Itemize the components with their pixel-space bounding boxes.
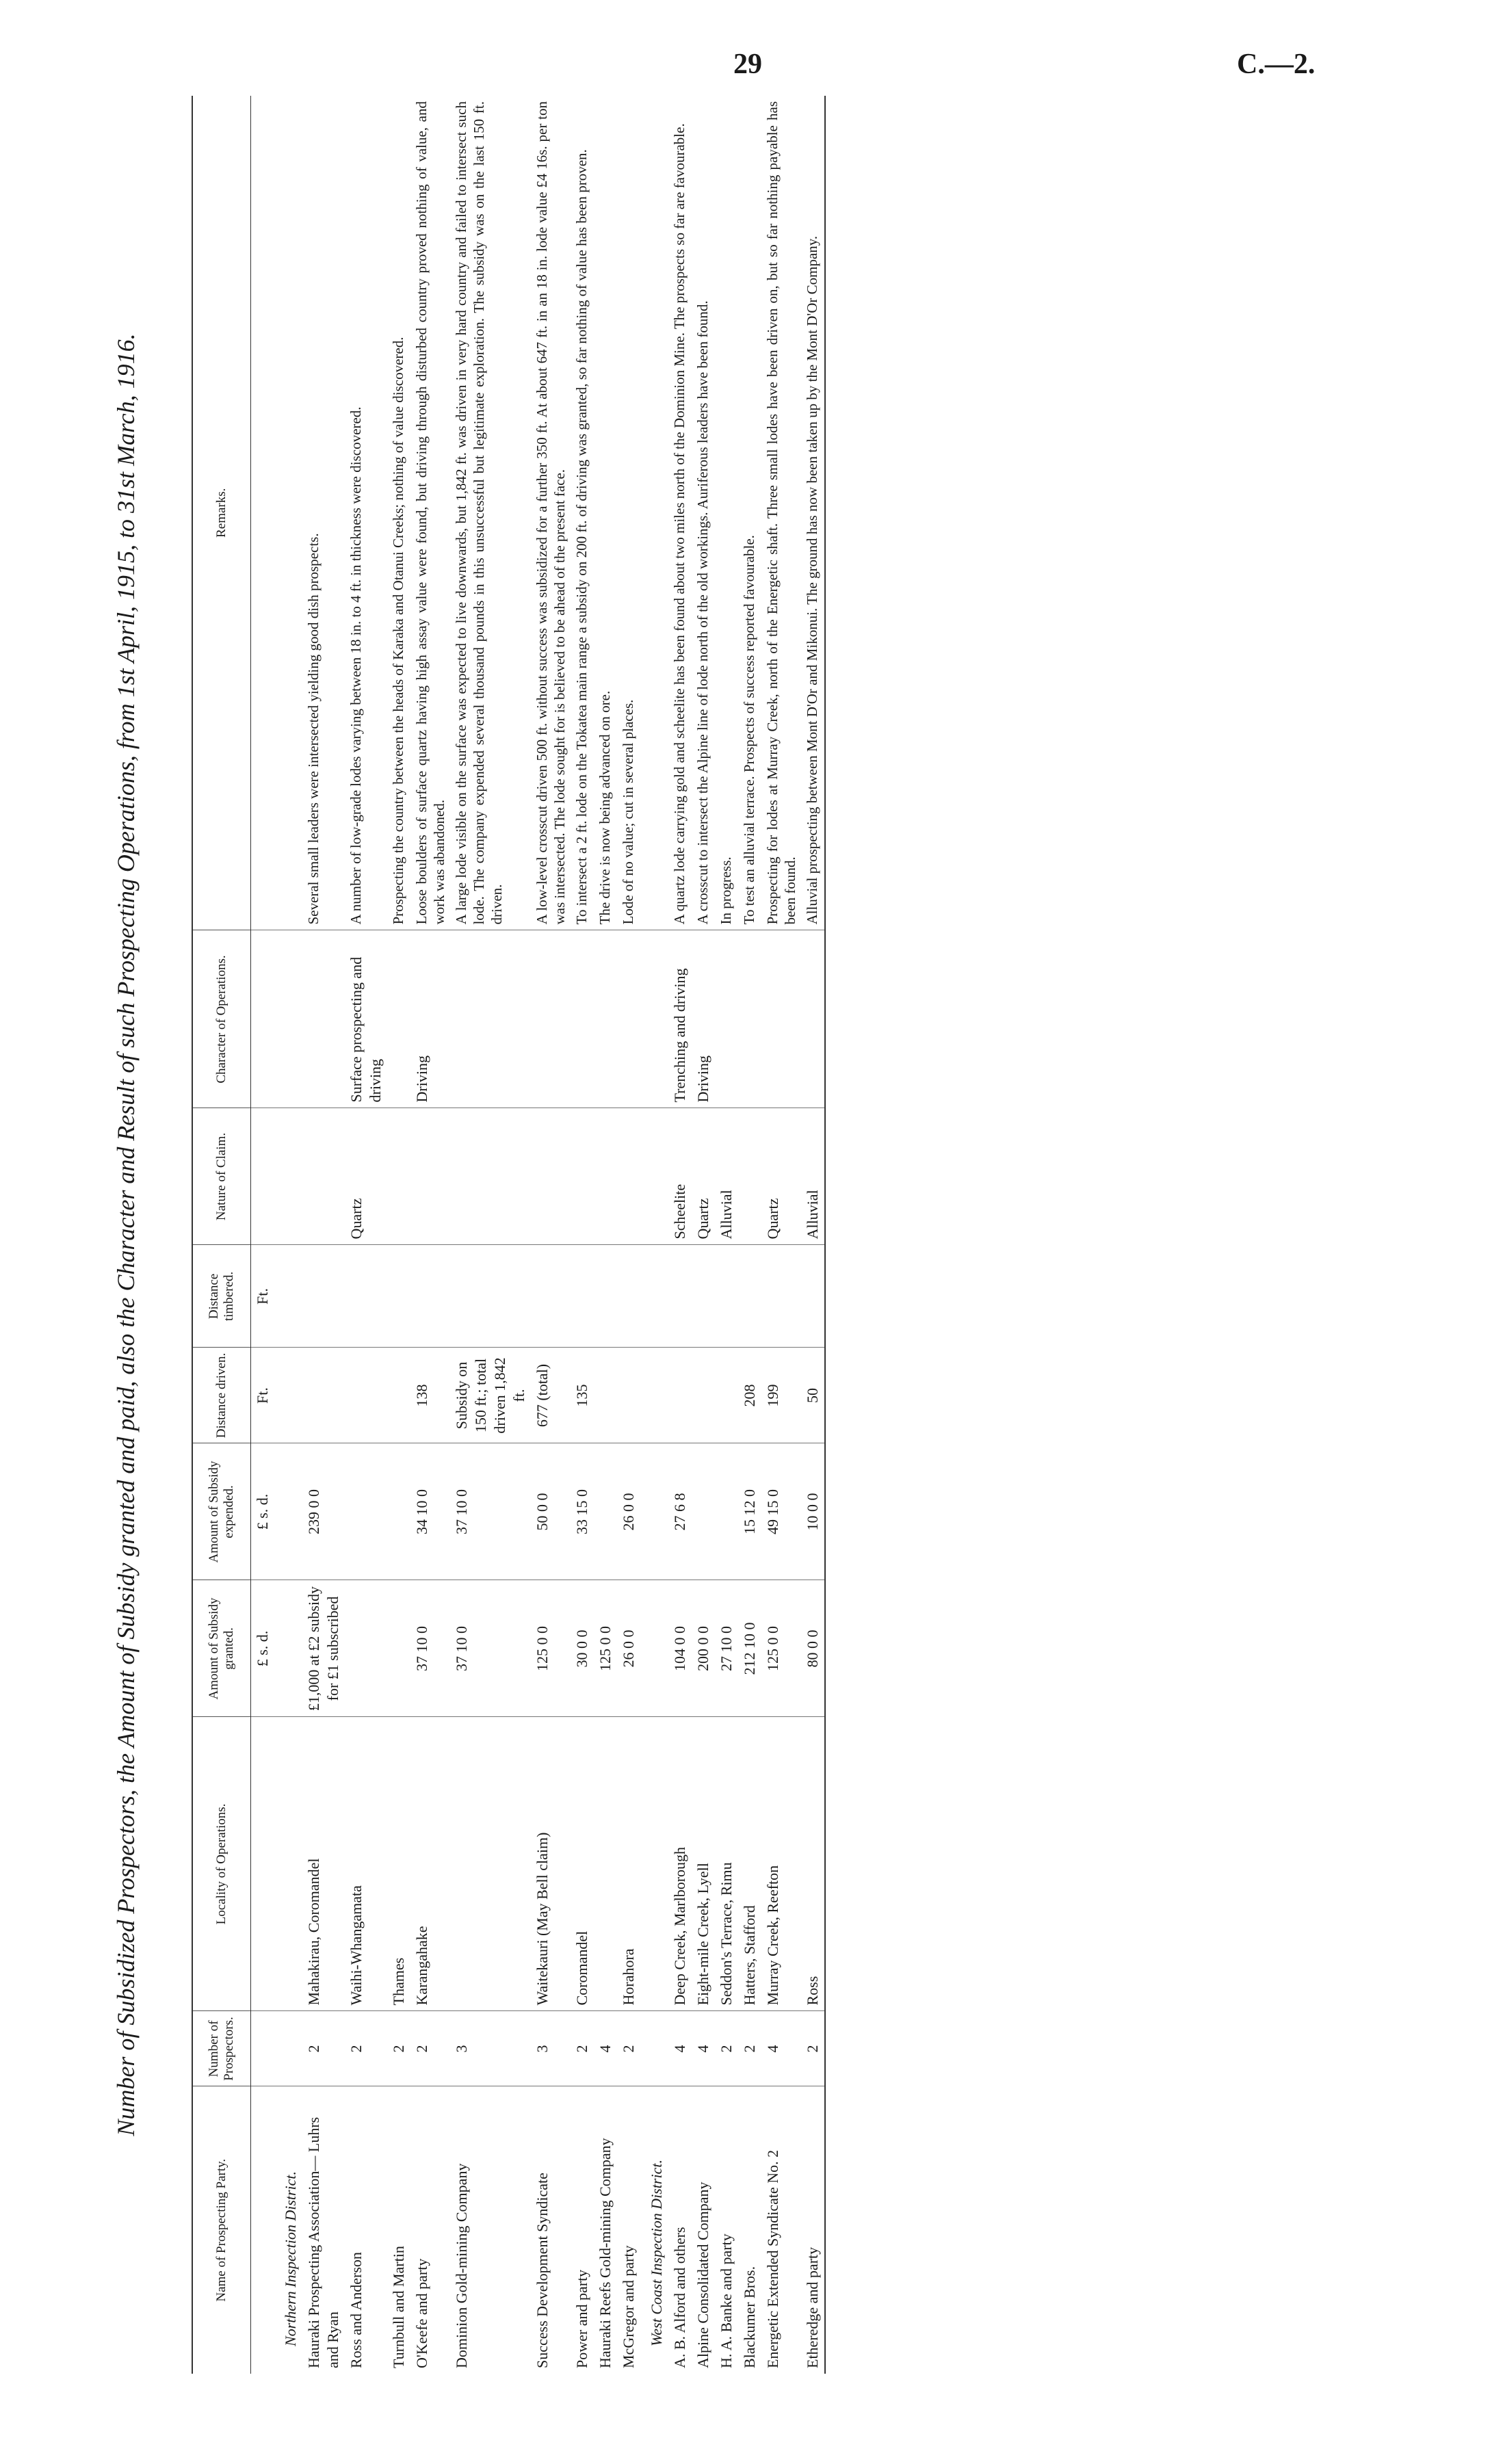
- cell-locality: Seddon's Terrace, Rimu: [715, 1717, 738, 2011]
- cell-driven: 677 (total): [531, 1348, 571, 1443]
- district-heading: [274, 96, 302, 2374]
- cell-timbered: [692, 1245, 715, 1348]
- cell-timbered: [450, 1245, 531, 1348]
- cell-remarks: Several small leaders were intersected yielding good dish prospects.: [302, 96, 345, 930]
- cell-character: [387, 930, 410, 1108]
- cell-nature: [571, 1108, 594, 1245]
- cell-remarks: To intersect a 2 ft. lode on the Tokatea main range a subsidy on 200 ft. of driving was granted, so far nothing of value has been proven.: [571, 96, 594, 930]
- cell-locality: Murray Creek, Reefton: [761, 1717, 801, 2011]
- cell-nature: Alluvial: [801, 1108, 825, 1245]
- cell-timbered: [531, 1245, 571, 1348]
- unit-feet: Ft.: [251, 1245, 275, 1348]
- cell-character: [617, 930, 640, 1108]
- cell-driven: 208: [738, 1348, 761, 1443]
- cell-timbered: [761, 1245, 801, 1348]
- cell-remarks: In progress.: [715, 96, 738, 930]
- cell-expended: 10 0 0: [801, 1443, 825, 1580]
- cell-granted: 125 0 0: [594, 1580, 617, 1717]
- cell-character: [450, 930, 531, 1108]
- cell-number: 2: [387, 2011, 410, 2086]
- cell-driven: [345, 1348, 387, 1443]
- table-row: [617, 96, 640, 2374]
- cell-expended: [715, 1443, 738, 1580]
- cell-timbered: [410, 1245, 450, 1348]
- units-row: [251, 96, 275, 2374]
- cell-party: Energetic Extended Syndicate No. 2: [764, 2149, 781, 2368]
- paper-reference: C.—2.: [1237, 49, 1316, 80]
- unit-money: £ s. d.: [251, 1443, 275, 1580]
- table-row: [450, 96, 531, 2374]
- cell-expended: 50 0 0: [531, 1443, 571, 1580]
- cell-character: Trenching and driving: [668, 930, 692, 1108]
- cell-number: 2: [571, 2011, 594, 2086]
- cell-remarks: A number of low-grade lodes varying between 18 in. to 4 ft. in thickness were discovered.: [345, 96, 387, 930]
- cell-character: Driving: [692, 930, 715, 1108]
- cell-character: [738, 930, 761, 1108]
- cell-expended: 34 10 0: [410, 1443, 450, 1580]
- cell-remarks: To test an alluvial terrace. Prospects of success reported favourable.: [738, 96, 761, 930]
- cell-remarks: Lode of no value; cut in several places.: [617, 96, 640, 930]
- cell-remarks: A large lode visible on the surface was expected to live downwards, but 1,842 ft. was driven in very hard country and failed to intersect such lode. The company expended several thousand pounds in this unsuccessful but legitimate exploration. The subsidy was on the last 150 ft. driven.: [450, 96, 531, 930]
- cell-number: 3: [450, 2011, 531, 2086]
- table-row: [387, 96, 410, 2374]
- cell-party: A. B. Alford and others: [671, 2227, 688, 2368]
- cell-locality: Thames: [387, 1717, 410, 2011]
- cell-party: H. A. Banke and party: [718, 2233, 735, 2368]
- cell-nature: Scheelite: [668, 1108, 692, 1245]
- cell-locality: Ross: [801, 1717, 825, 2011]
- table-row: [302, 96, 345, 2374]
- cell-driven: [715, 1348, 738, 1443]
- cell-timbered: [668, 1245, 692, 1348]
- cell-party: Success Development Syndicate: [534, 2173, 551, 2368]
- cell-driven: 135: [571, 1348, 594, 1443]
- cell-expended: 26 0 0: [617, 1443, 640, 1580]
- cell-nature: [302, 1108, 345, 1245]
- cell-expended: [594, 1443, 617, 1580]
- cell-nature: Alluvial: [715, 1108, 738, 1245]
- cell-party: Blackumer Bros.: [741, 2266, 758, 2368]
- cell-granted: 125 0 0: [761, 1580, 801, 1717]
- cell-nature: [410, 1108, 450, 1245]
- cell-nature: Quartz: [761, 1108, 801, 1245]
- col-expended: Amount of Subsidy expended.: [192, 1443, 251, 1580]
- cell-party: Power and party: [573, 2269, 590, 2368]
- cell-party: Alpine Consolidated Company: [694, 2181, 711, 2368]
- cell-granted: 80 0 0: [801, 1580, 825, 1717]
- cell-locality: Karangahake: [410, 1717, 450, 2011]
- cell-nature: [738, 1108, 761, 1245]
- cell-driven: [668, 1348, 692, 1443]
- cell-locality: Coromandel: [571, 1717, 594, 2011]
- district-heading: [640, 96, 668, 2374]
- cell-expended: 15 12 0: [738, 1443, 761, 1580]
- page-number: 29: [733, 49, 762, 80]
- rotated-table-page: [109, 96, 1409, 2374]
- cell-expended: 33 15 0: [571, 1443, 594, 1580]
- district-label: Northern Inspection District.: [282, 2171, 299, 2346]
- cell-nature: [531, 1108, 571, 1245]
- cell-granted: 125 0 0: [531, 1580, 571, 1717]
- cell-granted: 104 0 0: [668, 1580, 692, 1717]
- col-character: Character of Operations.: [192, 930, 251, 1108]
- col-timbered: Distance timbered.: [192, 1245, 251, 1348]
- cell-granted: 30 0 0: [571, 1580, 594, 1717]
- unit-money: £ s. d.: [251, 1580, 275, 1717]
- cell-number: 4: [668, 2011, 692, 2086]
- cell-driven: 199: [761, 1348, 801, 1443]
- cell-number: 2: [302, 2011, 345, 2086]
- table-row: [761, 96, 801, 2374]
- table-row: [668, 96, 692, 2374]
- col-locality: Locality of Operations.: [192, 1717, 251, 2011]
- table-row: [692, 96, 715, 2374]
- col-party: Name of Prospecting Party.: [192, 2086, 251, 2374]
- cell-number: 2: [738, 2011, 761, 2086]
- cell-remarks: The drive is now being advanced on ore.: [594, 96, 617, 930]
- cell-remarks: Prospecting for lodes at Murray Creek, north of the Energetic shaft. Three small lodes have been driven on, but so far nothing payable has been found.: [761, 96, 801, 930]
- table-row: [345, 96, 387, 2374]
- table-row: [410, 96, 450, 2374]
- cell-character: Driving: [410, 930, 450, 1108]
- cell-timbered: [617, 1245, 640, 1348]
- cell-remarks: A low-level crosscut driven 500 ft. without success was subsidized for a further 350 ft. At about 647 ft. in an 18 in. lode value £4 16s. per ton was intersected. The lode sought for is believed to be ahead of the present face.: [531, 96, 571, 930]
- cell-party: Hauraki Reefs Gold-mining Company: [597, 2138, 614, 2368]
- cell-locality: Horahora: [617, 1717, 640, 2011]
- col-nature: Nature of Claim.: [192, 1108, 251, 1245]
- cell-number: 4: [594, 2011, 617, 2086]
- cell-number: 2: [617, 2011, 640, 2086]
- table-row: [801, 96, 825, 2374]
- cell-timbered: [302, 1245, 345, 1348]
- table-row: [531, 96, 571, 2374]
- cell-number: 2: [801, 2011, 825, 2086]
- cell-locality: [594, 1717, 617, 2011]
- cell-granted: [387, 1580, 410, 1717]
- cell-party: Ross and Anderson: [348, 2252, 365, 2368]
- col-remarks: Remarks.: [192, 96, 251, 930]
- cell-party: Turnbull and Martin: [390, 2246, 407, 2368]
- cell-party: Dominion Gold-mining Company: [453, 2163, 470, 2368]
- cell-driven: Subsidy on 150 ft.; total driven 1,842 ft.: [450, 1348, 531, 1443]
- col-driven: Distance driven.: [192, 1348, 251, 1443]
- cell-nature: [387, 1108, 410, 1245]
- table-title: Number of Subsidized Prospectors, the Amount of Subsidy granted and paid, also the Character and Result of such Prospecting Operations, from 1st April, 1915, to 31st March, 1916.: [112, 333, 140, 2136]
- cell-remarks: Loose boulders of surface quartz having high assay value were found, but driving through disturbed country proved nothing of value, and work was abandoned.: [410, 96, 450, 930]
- cell-expended: [387, 1443, 410, 1580]
- cell-locality: Deep Creek, Marlborough: [668, 1717, 692, 2011]
- cell-party: Etheredge and party: [801, 2086, 825, 2374]
- table-row: [594, 96, 617, 2374]
- cell-timbered: [715, 1245, 738, 1348]
- cell-timbered: [738, 1245, 761, 1348]
- cell-driven: [617, 1348, 640, 1443]
- cell-driven: [594, 1348, 617, 1443]
- cell-character: [302, 930, 345, 1108]
- cell-timbered: [801, 1245, 825, 1348]
- cell-expended: 49 15 0: [761, 1443, 801, 1580]
- header-row: [192, 96, 251, 2374]
- cell-number: 2: [410, 2011, 450, 2086]
- cell-driven: 138: [410, 1348, 450, 1443]
- cell-character: [531, 930, 571, 1108]
- table-row: [738, 96, 761, 2374]
- cell-character: [571, 930, 594, 1108]
- cell-driven: [302, 1348, 345, 1443]
- district-label: West Coast Inspection District.: [648, 2160, 665, 2346]
- cell-timbered: [571, 1245, 594, 1348]
- cell-expended: 239 0 0: [302, 1443, 345, 1580]
- cell-driven: 50: [801, 1348, 825, 1443]
- cell-expended: 37 10 0: [450, 1443, 531, 1580]
- cell-expended: [345, 1443, 387, 1580]
- cell-locality: [450, 1717, 531, 2011]
- cell-expended: [692, 1443, 715, 1580]
- cell-nature: Quartz: [692, 1108, 715, 1245]
- cell-remarks: Alluvial prospecting between Mont D'Or and Mikonui. The ground has now been taken up by the Mont D'Or Company.: [801, 96, 825, 930]
- cell-number: 4: [761, 2011, 801, 2086]
- cell-driven: [387, 1348, 410, 1443]
- cell-granted: 27 10 0: [715, 1580, 738, 1717]
- cell-timbered: [345, 1245, 387, 1348]
- cell-granted: [345, 1580, 387, 1717]
- cell-locality: Hatters, Stafford: [738, 1717, 761, 2011]
- prospecting-table: [192, 96, 826, 2374]
- cell-character: [801, 930, 825, 1108]
- cell-granted: 37 10 0: [450, 1580, 531, 1717]
- cell-timbered: [387, 1245, 410, 1348]
- cell-number: 2: [345, 2011, 387, 2086]
- cell-remarks: A crosscut to intersect the Alpine line of lode north of the old workings. Auriferous leaders have been found.: [692, 96, 715, 930]
- cell-party: Hauraki Prospecting Association— Luhrs and Ryan: [305, 2116, 341, 2368]
- cell-remarks: A quartz lode carrying gold and scheelite has been found about two miles north of the Dominion Mine. The prospects so far are favourable.: [668, 96, 692, 930]
- cell-character: Surface prospecting and driving: [345, 930, 387, 1108]
- cell-granted: 26 0 0: [617, 1580, 640, 1717]
- unit-feet: Ft.: [251, 1348, 275, 1443]
- cell-driven: [692, 1348, 715, 1443]
- cell-granted: 37 10 0: [410, 1580, 450, 1717]
- cell-character: [715, 930, 738, 1108]
- cell-nature: [450, 1108, 531, 1245]
- cell-number: 2: [715, 2011, 738, 2086]
- cell-locality: Waihi-Whangamata: [345, 1717, 387, 2011]
- table-row: [571, 96, 594, 2374]
- cell-party: O'Keefe and party: [413, 2258, 430, 2368]
- cell-nature: Quartz: [345, 1108, 387, 1245]
- cell-nature: [594, 1108, 617, 1245]
- cell-nature: [617, 1108, 640, 1245]
- cell-number: 3: [531, 2011, 571, 2086]
- cell-remarks: Prospecting the country between the heads of Karaka and Otanui Creeks; nothing of value discovered.: [387, 96, 410, 930]
- cell-granted: £1,000 at £2 subsidy for £1 subscribed: [302, 1580, 345, 1717]
- cell-character: [761, 930, 801, 1108]
- col-granted: Amount of Subsidy granted.: [192, 1580, 251, 1717]
- cell-granted: 212 10 0: [738, 1580, 761, 1717]
- cell-timbered: [594, 1245, 617, 1348]
- cell-granted: 200 0 0: [692, 1580, 715, 1717]
- cell-locality: Mahakirau, Coromandel: [302, 1717, 345, 2011]
- col-number: Number of Prospectors.: [192, 2011, 251, 2086]
- cell-locality: Eight-mile Creek, Lyell: [692, 1717, 715, 2011]
- cell-character: [594, 930, 617, 1108]
- cell-party: McGregor and party: [620, 2245, 637, 2368]
- cell-number: 4: [692, 2011, 715, 2086]
- table-row: [715, 96, 738, 2374]
- cell-locality: Waitekauri (May Bell claim): [531, 1717, 571, 2011]
- cell-expended: 27 6 8: [668, 1443, 692, 1580]
